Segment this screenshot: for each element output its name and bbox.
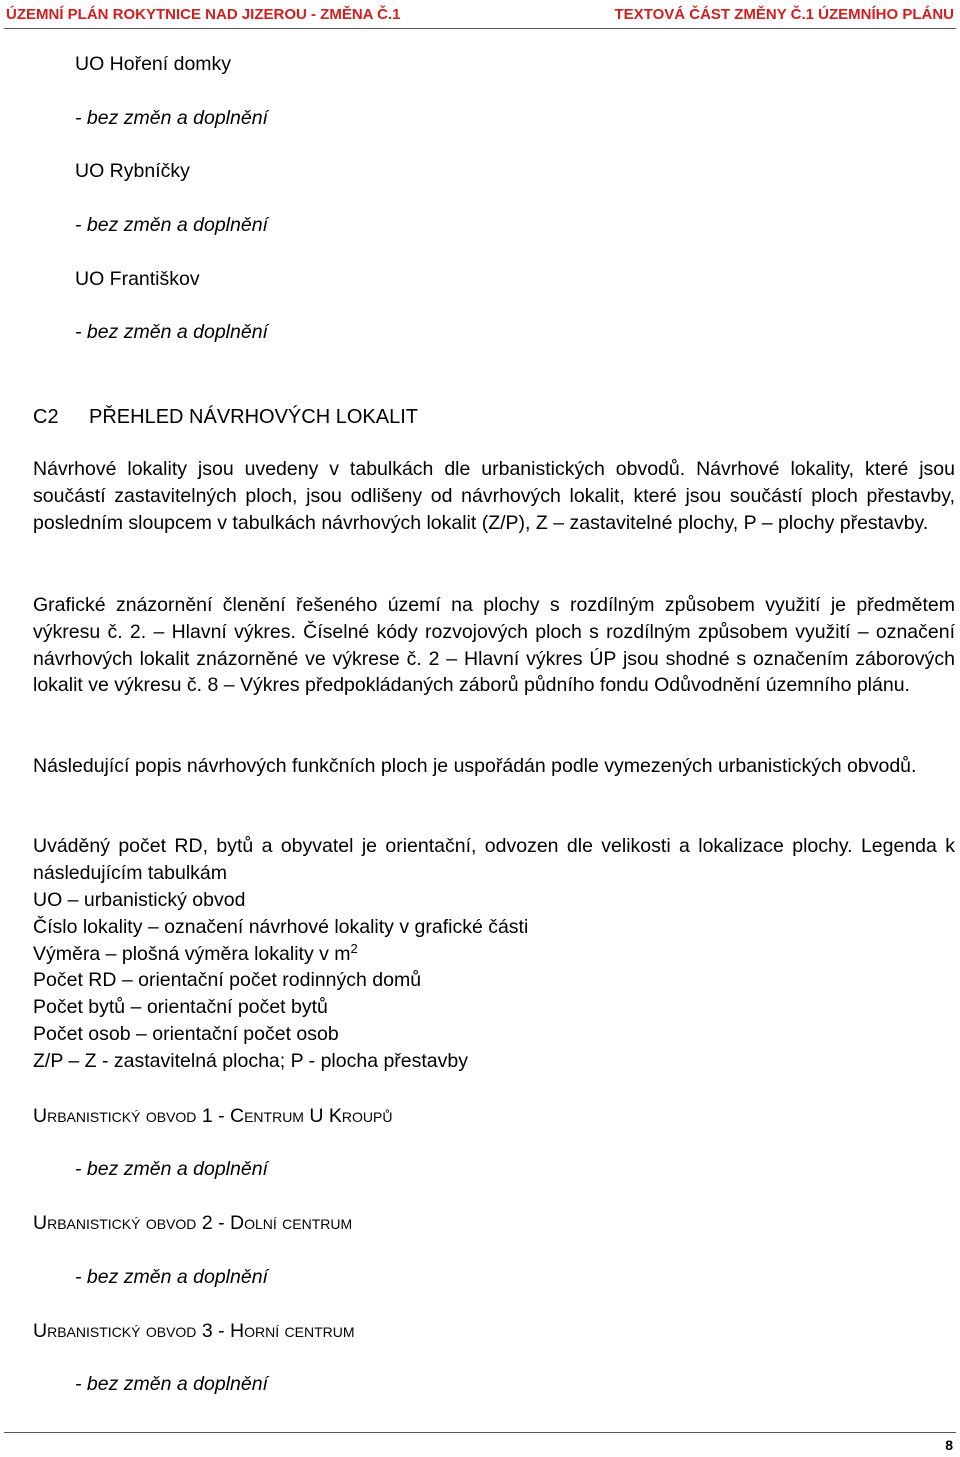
obvod-note-2: - bez změn a doplnění — [75, 1266, 268, 1288]
section-note-frantiskov: - bez změn a doplnění — [75, 321, 268, 343]
legend-item-vymera-text: Výměra – plošná výměra lokality v m — [33, 942, 351, 965]
footer-divider — [4, 1432, 956, 1433]
paragraph-navrhove-lokality: Návrhové lokality jsou uvedeny v tabulkách dle urbanistických obvodů. Návrhové lokality, které jsou součástí zastavitelných ploch, jsou odlišeny od návrhových lokalit, které jsou součástí ploch přestavby, posledním sloupcem v tabulkách návrhových lokalit (Z/P), Z – zastavitelné plochy, P – plochy přestavby. — [33, 458, 955, 534]
legend-item-zp: Z/P – Z - zastavitelná plocha; P - plocha přestavby — [33, 1049, 468, 1072]
legend-item-pocet-osob: Počet osob – orientační počet osob — [33, 1022, 339, 1045]
page-number: 8 — [945, 1437, 953, 1453]
section-title-rybnicky: UO Rybníčky — [75, 160, 190, 182]
header-section-title: TEXTOVÁ ČÁST ZMĚNY Č.1 ÚZEMNÍHO PLÁNU — [614, 6, 954, 23]
chapter-number: C2 — [33, 406, 59, 428]
chapter-title: PŘEHLED NÁVRHOVÝCH LOKALIT — [89, 406, 418, 428]
obvod-heading-3: Urbanistický obvod 3 - Horní centrum — [33, 1320, 355, 1342]
legend-item-uo: UO – urbanistický obvod — [33, 889, 246, 911]
legend-list — [33, 860, 528, 1075]
paragraph-uvadeny-pocet: Uváděný počet RD, bytů a obyvatel je orientační, odvozen dle velikosti a lokalizace plochy. Legenda k následujícím tabulkám — [33, 835, 955, 884]
legend-item-vymera-sup: 2 — [350, 940, 358, 956]
obvod-note-3: - bez změn a doplnění — [75, 1373, 268, 1395]
chapter-heading — [33, 404, 418, 430]
section-title-horeni-domky: UO Hoření domky — [75, 53, 232, 75]
legend-item-pocet-rd: Počet RD – orientační počet rodinných domů — [33, 969, 422, 992]
legend-item-vymera — [33, 941, 528, 968]
legend-item-cislo-lokality: Číslo lokality – označení návrhové lokality v grafické části — [33, 915, 529, 938]
paragraph-graficke-znazorneni: Grafické znázornění členění řešeného území na plochy s rozdílným způsobem využití je předmětem výkresu č. 2. – Hlavní výkres. Číselné kódy rozvojových ploch s rozdílným způsobem využití – označení návrhových lokalit znázorněné ve výkrese č. 2 – Hlavní výkres ÚP jsou shodné s označením záborových lokalit ve výkresu č. 8 – Výkres předpokládaných záborů půdního fondu Odůvodnění územního plánu. — [33, 594, 955, 697]
section-note-horeni-domky: - bez změn a doplnění — [75, 107, 268, 129]
obvod-note-1: - bez změn a doplnění — [75, 1158, 268, 1180]
section-note-rybnicky: - bez změn a doplnění — [75, 214, 268, 236]
section-title-frantiskov: UO Františkov — [75, 268, 200, 290]
obvod-heading-1: Urbanistický obvod 1 - Centrum U Kroupů — [33, 1105, 393, 1127]
legend-item-pocet-bytu: Počet bytů – orientační počet bytů — [33, 996, 328, 1019]
obvod-heading-2: Urbanistický obvod 2 - Dolní centrum — [33, 1212, 353, 1234]
paragraph-nasledujici-popis: Následující popis návrhových funkčních ploch je uspořádán podle vymezených urbanistických obvodů. — [33, 755, 917, 777]
header-document-title: ÚZEMNÍ PLÁN ROKYTNICE NAD JIZEROU - ZMĚNA Č.1 — [6, 6, 401, 23]
header-divider — [4, 28, 956, 29]
